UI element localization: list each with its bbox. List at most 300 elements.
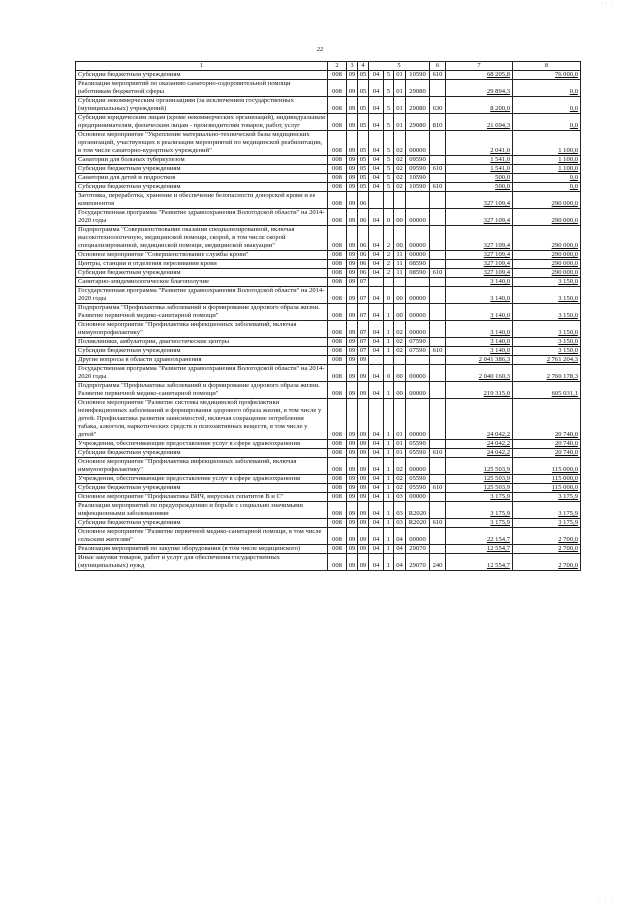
amount-year-1: 29 894,3 xyxy=(446,80,513,97)
program-code: 04 xyxy=(369,554,384,571)
gr-code: 008 xyxy=(328,287,347,304)
table-row xyxy=(76,365,581,382)
amount-year-2: 1 100,0 xyxy=(513,156,581,165)
event-code: 02 xyxy=(394,338,406,347)
pr-code: 09 xyxy=(358,528,369,545)
expense-type-code: 610 xyxy=(430,71,446,80)
column-header-rz: 3 xyxy=(347,62,358,71)
row-name: Поликлиники, амбулатории, диагностические центры xyxy=(76,338,328,347)
amount-year-2: 76 000,0 xyxy=(513,71,581,80)
pr-code: 09 xyxy=(358,502,369,519)
program-code: 04 xyxy=(369,183,384,192)
direction-code: 29080 xyxy=(406,114,430,131)
table-row xyxy=(76,192,581,209)
event-code: 02 xyxy=(394,475,406,484)
amount-year-1: 2 041 386,3 xyxy=(446,356,513,365)
event-code: 01 xyxy=(394,440,406,449)
gr-code: 008 xyxy=(328,209,347,226)
gr-code: 008 xyxy=(328,131,347,156)
direction-code: 00000 xyxy=(406,399,430,440)
amount-year-2: 115 000,0 xyxy=(513,475,581,484)
rz-code: 09 xyxy=(347,97,358,114)
program-code: 04 xyxy=(369,156,384,165)
row-name: Подпрограмма "Профилактика заболеваний и формирование здорового образа жизни. Развитие первичной медико-санитарной помощи" xyxy=(76,304,328,321)
amount-year-2: 3 150,0 xyxy=(513,347,581,356)
direction-code: 00000 xyxy=(406,458,430,475)
subprogram-code: 5 xyxy=(384,71,394,80)
table-row xyxy=(76,226,581,251)
expense-type-code xyxy=(430,131,446,156)
pr-code: 09 xyxy=(358,399,369,440)
direction-code: 00000 xyxy=(406,209,430,226)
amount-year-1: 12 554,7 xyxy=(446,554,513,571)
event-code: 11 xyxy=(394,269,406,278)
rz-code: 09 xyxy=(347,287,358,304)
amount-year-1: 3 140,0 xyxy=(446,278,513,287)
gr-code: 008 xyxy=(328,484,347,493)
table-row xyxy=(76,528,581,545)
expense-type-code: 610 xyxy=(430,484,446,493)
scan-corner-mark-bottom: · · · xyxy=(597,896,616,902)
event-code: 00 xyxy=(394,209,406,226)
event-code: 02 xyxy=(394,347,406,356)
pr-code: 09 xyxy=(358,440,369,449)
row-name: Подпрограмма "Профилактика заболеваний и формирование здорового образа жизни. Развитие первичной медико-санитарной помощи" xyxy=(76,382,328,399)
subprogram-code: 2 xyxy=(384,251,394,260)
event-code xyxy=(394,278,406,287)
amount-year-2: 290 000,0 xyxy=(513,251,581,260)
pr-code: 06 xyxy=(358,260,369,269)
row-name: Основное мероприятие "Совершенствование службы крови" xyxy=(76,251,328,260)
event-code: 00 xyxy=(394,226,406,251)
pr-code: 06 xyxy=(358,251,369,260)
pr-code: 09 xyxy=(358,545,369,554)
table-row xyxy=(76,493,581,502)
row-name: Субсидии бюджетным учреждениям xyxy=(76,269,328,278)
gr-code: 008 xyxy=(328,97,347,114)
amount-year-2: 290 000,0 xyxy=(513,269,581,278)
row-name: Государственная программа "Развитие здравоохранения Вологодской области" на 2014-2020 годы xyxy=(76,365,328,382)
event-code xyxy=(394,192,406,209)
row-name: Основное мероприятие "Укрепление материально-технической базы медицинских организаций, участвующих в реализации мероприятий по медицинской реабилитации, в том числе санаторно-курортных учреждений" xyxy=(76,131,328,156)
row-name: Учреждения, обеспечивающие предоставление услуг в сфере здравоохранения xyxy=(76,475,328,484)
row-name: Субсидии бюджетным учреждениям xyxy=(76,519,328,528)
gr-code: 008 xyxy=(328,440,347,449)
event-code: 01 xyxy=(394,449,406,458)
program-code: 04 xyxy=(369,382,384,399)
table-row xyxy=(76,183,581,192)
pr-code: 05 xyxy=(358,183,369,192)
amount-year-2: 115 000,0 xyxy=(513,484,581,493)
direction-code: 00000 xyxy=(406,226,430,251)
direction-code: 29080 xyxy=(406,80,430,97)
gr-code: 008 xyxy=(328,80,347,97)
row-name: Центры, станции и отделения переливания крови xyxy=(76,260,328,269)
column-header-vr: 6 xyxy=(430,62,446,71)
row-name: Основное мероприятие "Развитие первичной медико-санитарной помощи, в том числе сельским жителям" xyxy=(76,528,328,545)
page-number: 22 xyxy=(316,46,324,53)
row-name: Реализация мероприятий по оказанию санаторно-оздоровительной помощи работникам бюджетной сферы xyxy=(76,80,328,97)
amount-year-1: 327 109,4 xyxy=(446,251,513,260)
expense-type-code xyxy=(430,356,446,365)
table-header-row xyxy=(76,62,581,71)
expense-type-code xyxy=(430,493,446,502)
event-code: 01 xyxy=(394,114,406,131)
direction-code: 07590 xyxy=(406,347,430,356)
row-name: Подпрограмма "Совершенствование оказания специализированной, включая высокотехнологичную, медицинской помощи, скорой, в том числе скорой специализированной, медицинской помощи, медицинской эвакуации" xyxy=(76,226,328,251)
row-name: Субсидии бюджетным учреждениям xyxy=(76,347,328,356)
table-row xyxy=(76,287,581,304)
expense-type-code xyxy=(430,156,446,165)
direction-code: 09590 xyxy=(406,156,430,165)
amount-year-1: 500,0 xyxy=(446,174,513,183)
row-name: Реализация мероприятий по закупке оборудования (в том числе медицинского) xyxy=(76,545,328,554)
subprogram-code: 5 xyxy=(384,156,394,165)
amount-year-2: 2 700,0 xyxy=(513,554,581,571)
rz-code: 09 xyxy=(347,226,358,251)
pr-code: 07 xyxy=(358,287,369,304)
subprogram-code: 2 xyxy=(384,260,394,269)
table-row xyxy=(76,382,581,399)
direction-code: 00000 xyxy=(406,528,430,545)
subprogram-code: 1 xyxy=(384,347,394,356)
amount-year-1: 219 315,0 xyxy=(446,382,513,399)
table-row xyxy=(76,260,581,269)
event-code: 02 xyxy=(394,156,406,165)
expense-type-code xyxy=(430,382,446,399)
program-code: 04 xyxy=(369,475,384,484)
program-code: 04 xyxy=(369,114,384,131)
rz-code: 09 xyxy=(347,114,358,131)
amount-year-1: 327 109,4 xyxy=(446,269,513,278)
amount-year-2: 290 000,0 xyxy=(513,226,581,251)
amount-year-1: 125 503,9 xyxy=(446,475,513,484)
event-code: 04 xyxy=(394,554,406,571)
direction-code xyxy=(406,356,430,365)
gr-code: 008 xyxy=(328,192,347,209)
amount-year-1: 3 140,0 xyxy=(446,304,513,321)
program-code: 04 xyxy=(369,347,384,356)
amount-year-2: 20 740,0 xyxy=(513,399,581,440)
event-code: 04 xyxy=(394,528,406,545)
amount-year-2: 20 740,0 xyxy=(513,449,581,458)
subprogram-code: 1 xyxy=(384,399,394,440)
rz-code: 09 xyxy=(347,382,358,399)
amount-year-2: 3 150,0 xyxy=(513,321,581,338)
table-row xyxy=(76,209,581,226)
table-row xyxy=(76,174,581,183)
subprogram-code: 0 xyxy=(384,209,394,226)
amount-year-2: 115 000,0 xyxy=(513,458,581,475)
expense-type-code xyxy=(430,321,446,338)
pr-code: 09 xyxy=(358,519,369,528)
pr-code: 05 xyxy=(358,71,369,80)
event-code: 02 xyxy=(394,183,406,192)
amount-year-2: 20 740,0 xyxy=(513,440,581,449)
table-row xyxy=(76,156,581,165)
gr-code: 008 xyxy=(328,347,347,356)
rz-code: 09 xyxy=(347,251,358,260)
table-row xyxy=(76,269,581,278)
direction-code: 00000 xyxy=(406,304,430,321)
subprogram-code: 5 xyxy=(384,131,394,156)
program-code: 04 xyxy=(369,226,384,251)
subprogram-code: 1 xyxy=(384,338,394,347)
pr-code: 06 xyxy=(358,209,369,226)
amount-year-2: 1 100,0 xyxy=(513,165,581,174)
amount-year-2: 290 000,0 xyxy=(513,260,581,269)
subprogram-code: 1 xyxy=(384,440,394,449)
amount-year-1: 24 042,2 xyxy=(446,449,513,458)
pr-code: 07 xyxy=(358,304,369,321)
amount-year-2: 290 000,0 xyxy=(513,192,581,209)
table-row xyxy=(76,356,581,365)
direction-code: R2020 xyxy=(406,519,430,528)
amount-year-2: 3 150,0 xyxy=(513,287,581,304)
amount-year-1: 24 042,2 xyxy=(446,399,513,440)
subprogram-code: 5 xyxy=(384,174,394,183)
program-code: 04 xyxy=(369,321,384,338)
expense-type-code xyxy=(430,338,446,347)
table-row xyxy=(76,440,581,449)
rz-code: 09 xyxy=(347,269,358,278)
subprogram-code: 2 xyxy=(384,269,394,278)
amount-year-2: 0,0 xyxy=(513,97,581,114)
table-row xyxy=(76,165,581,174)
budget-table-body xyxy=(76,62,581,571)
gr-code: 008 xyxy=(328,251,347,260)
row-name: Санитарно-эпидемиологическое благополучие xyxy=(76,278,328,287)
subprogram-code: 1 xyxy=(384,502,394,519)
amount-year-1: 3 175,9 xyxy=(446,493,513,502)
gr-code: 008 xyxy=(328,269,347,278)
subprogram-code: 1 xyxy=(384,449,394,458)
event-code: 03 xyxy=(394,502,406,519)
pr-code: 06 xyxy=(358,269,369,278)
gr-code: 008 xyxy=(328,399,347,440)
amount-year-2: 3 175,9 xyxy=(513,493,581,502)
pr-code: 09 xyxy=(358,356,369,365)
subprogram-code: 1 xyxy=(384,475,394,484)
gr-code: 008 xyxy=(328,156,347,165)
expense-type-code: 610 xyxy=(430,183,446,192)
amount-year-2: 2 700,0 xyxy=(513,528,581,545)
row-name: Основное мероприятие "Профилактика инфекционных заболеваний, включая иммунопрофилактику" xyxy=(76,458,328,475)
program-code: 04 xyxy=(369,545,384,554)
direction-code: 00000 xyxy=(406,287,430,304)
program-code: 04 xyxy=(369,484,384,493)
program-code: 04 xyxy=(369,399,384,440)
program-code: 04 xyxy=(369,131,384,156)
amount-year-2: 2 760 178,3 xyxy=(513,365,581,382)
table-row xyxy=(76,321,581,338)
amount-year-2: 0,0 xyxy=(513,174,581,183)
amount-year-2: 2 700,0 xyxy=(513,545,581,554)
subprogram-code: 5 xyxy=(384,114,394,131)
pr-code: 07 xyxy=(358,338,369,347)
event-code: 02 xyxy=(394,321,406,338)
table-row xyxy=(76,114,581,131)
direction-code: 10590 xyxy=(406,71,430,80)
subprogram-code: 1 xyxy=(384,528,394,545)
amount-year-1: 3 140,0 xyxy=(446,338,513,347)
gr-code: 008 xyxy=(328,545,347,554)
direction-code xyxy=(406,192,430,209)
amount-year-1: 3 140,0 xyxy=(446,347,513,356)
subprogram-code: 0 xyxy=(384,365,394,382)
program-code: 04 xyxy=(369,260,384,269)
row-name: Санатории для больных туберкулезом xyxy=(76,156,328,165)
event-code xyxy=(394,356,406,365)
table-row xyxy=(76,251,581,260)
subprogram-code: 1 xyxy=(384,545,394,554)
subprogram-code: 5 xyxy=(384,183,394,192)
gr-code: 008 xyxy=(328,519,347,528)
table-row xyxy=(76,278,581,287)
program-code: 04 xyxy=(369,493,384,502)
direction-code: 08590 xyxy=(406,269,430,278)
amount-year-1: 125 503,9 xyxy=(446,458,513,475)
expense-type-code xyxy=(430,399,446,440)
event-code: 04 xyxy=(394,545,406,554)
expense-type-code xyxy=(430,440,446,449)
event-code: 00 xyxy=(394,287,406,304)
table-row xyxy=(76,484,581,493)
program-code: 04 xyxy=(369,165,384,174)
expense-type-code xyxy=(430,226,446,251)
subprogram-code: 5 xyxy=(384,97,394,114)
pr-code: 05 xyxy=(358,80,369,97)
direction-code: 10590 xyxy=(406,174,430,183)
pr-code: 09 xyxy=(358,484,369,493)
event-code: 02 xyxy=(394,131,406,156)
rz-code: 09 xyxy=(347,440,358,449)
event-code: 01 xyxy=(394,80,406,97)
gr-code: 008 xyxy=(328,165,347,174)
row-name: Субсидии бюджетным учреждениям xyxy=(76,449,328,458)
direction-code xyxy=(406,278,430,287)
amount-year-2: 290 000,0 xyxy=(513,209,581,226)
amount-year-1: 22 154,7 xyxy=(446,528,513,545)
table-row xyxy=(76,338,581,347)
rz-code: 09 xyxy=(347,365,358,382)
program-code: 04 xyxy=(369,449,384,458)
direction-code: 05590 xyxy=(406,475,430,484)
event-code: 11 xyxy=(394,251,406,260)
column-header-csr: 5 xyxy=(369,62,430,71)
gr-code: 008 xyxy=(328,458,347,475)
gr-code: 008 xyxy=(328,174,347,183)
amount-year-1: 24 042,2 xyxy=(446,440,513,449)
table-row xyxy=(76,519,581,528)
program-code: 04 xyxy=(369,269,384,278)
rz-code: 09 xyxy=(347,304,358,321)
row-name: Иные закупки товаров, работ и услуг для обеспечения государственных (муниципальных) нужд xyxy=(76,554,328,571)
subprogram-code: 5 xyxy=(384,165,394,174)
event-code: 02 xyxy=(394,165,406,174)
gr-code: 008 xyxy=(328,260,347,269)
pr-code: 09 xyxy=(358,382,369,399)
expense-type-code xyxy=(430,251,446,260)
program-code: 04 xyxy=(369,365,384,382)
amount-year-1: 327 109,4 xyxy=(446,226,513,251)
event-code: 03 xyxy=(394,493,406,502)
direction-code: 00000 xyxy=(406,365,430,382)
amount-year-2: 3 150,0 xyxy=(513,304,581,321)
direction-code: 00000 xyxy=(406,251,430,260)
direction-code: R2020 xyxy=(406,502,430,519)
amount-year-1: 125 503,9 xyxy=(446,484,513,493)
amount-year-1: 3 140,0 xyxy=(446,321,513,338)
subprogram-code: 1 xyxy=(384,554,394,571)
gr-code: 008 xyxy=(328,304,347,321)
pr-code: 09 xyxy=(358,554,369,571)
subprogram-code: 1 xyxy=(384,484,394,493)
rz-code: 09 xyxy=(347,338,358,347)
table-row xyxy=(76,502,581,519)
subprogram-code: 1 xyxy=(384,382,394,399)
rz-code: 09 xyxy=(347,458,358,475)
expense-type-code: 610 xyxy=(430,449,446,458)
rz-code: 09 xyxy=(347,156,358,165)
expense-type-code xyxy=(430,458,446,475)
program-code: 04 xyxy=(369,440,384,449)
amount-year-2: 0,0 xyxy=(513,183,581,192)
amount-year-1: 327 109,4 xyxy=(446,192,513,209)
program-code: 04 xyxy=(369,97,384,114)
direction-code: 00000 xyxy=(406,321,430,338)
expense-type-code xyxy=(430,287,446,304)
table-row xyxy=(76,449,581,458)
row-name: Субсидии юридическим лицам (кроме некоммерческих организаций), индивидуальным предпринимателям, физическим лицам - производителям товаров, работ, услуг xyxy=(76,114,328,131)
gr-code: 008 xyxy=(328,528,347,545)
row-name: Учреждения, обеспечивающие предоставление услуг в сфере здравоохранения xyxy=(76,440,328,449)
expense-type-code xyxy=(430,209,446,226)
column-header-sum-1: 7 xyxy=(446,62,513,71)
pr-code: 06 xyxy=(358,226,369,251)
direction-code: 29080 xyxy=(406,97,430,114)
subprogram-code: 1 xyxy=(384,493,394,502)
rz-code: 09 xyxy=(347,260,358,269)
program-code: 04 xyxy=(369,209,384,226)
direction-code: 07590 xyxy=(406,338,430,347)
rz-code: 09 xyxy=(347,502,358,519)
table-row xyxy=(76,545,581,554)
row-name: Заготовка, переработка, хранение и обеспечение безопасности донорской крови и ее компонентов xyxy=(76,192,328,209)
amount-year-1: 1 541,0 xyxy=(446,156,513,165)
subprogram-code xyxy=(384,356,394,365)
event-code: 00 xyxy=(394,304,406,321)
subprogram-code: 2 xyxy=(384,226,394,251)
row-name: Основное мероприятие "Профилактика ВИЧ, вирусных гепатитов В и С" xyxy=(76,493,328,502)
row-name: Субсидии бюджетным учреждениям xyxy=(76,165,328,174)
rz-code: 09 xyxy=(347,493,358,502)
event-code: 02 xyxy=(394,484,406,493)
direction-code: 05590 xyxy=(406,440,430,449)
event-code: 01 xyxy=(394,399,406,440)
amount-year-2: 3 175,9 xyxy=(513,502,581,519)
amount-year-2: 0,0 xyxy=(513,80,581,97)
event-code: 01 xyxy=(394,71,406,80)
table-row xyxy=(76,304,581,321)
amount-year-1: 12 554,7 xyxy=(446,545,513,554)
event-code: 01 xyxy=(394,97,406,114)
amount-year-1: 327 109,4 xyxy=(446,209,513,226)
gr-code: 008 xyxy=(328,321,347,338)
amount-year-1: 68 205,8 xyxy=(446,71,513,80)
budget-table xyxy=(75,61,581,571)
column-header-pr: 4 xyxy=(358,62,369,71)
